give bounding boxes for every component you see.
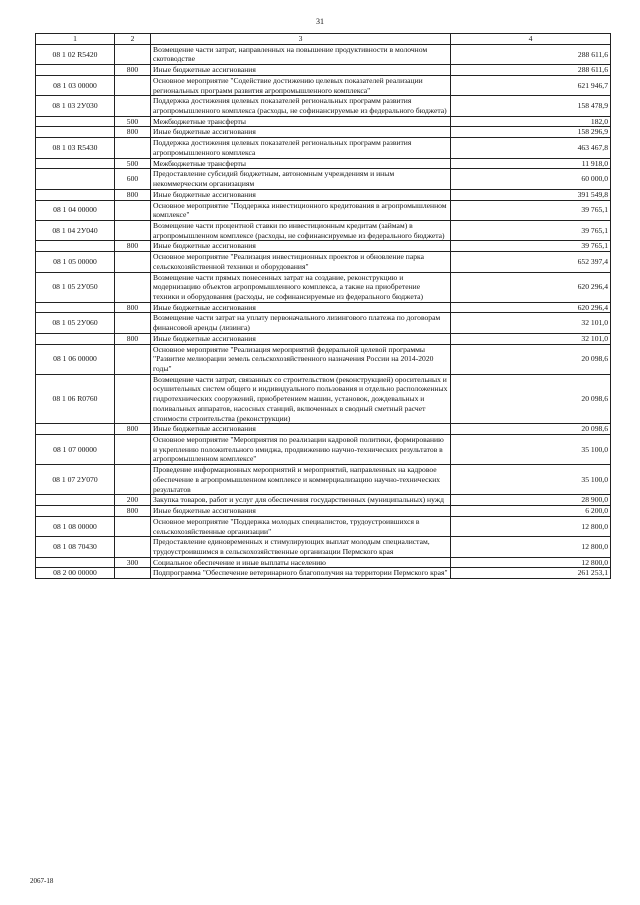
row-expense-type: 600 — [115, 169, 151, 189]
header-col-1: 1 — [36, 34, 115, 45]
row-expense-type: 800 — [115, 189, 151, 200]
row-code — [36, 116, 115, 127]
table-row — [36, 302, 611, 313]
table-row — [36, 506, 611, 517]
table-row — [36, 169, 611, 189]
row-sum: 32 101,0 — [451, 333, 611, 344]
row-expense-type: 800 — [115, 127, 151, 138]
table-row — [36, 116, 611, 127]
row-expense-type: 800 — [115, 506, 151, 517]
header-col-4: 4 — [451, 34, 611, 45]
table-row — [36, 272, 611, 302]
row-name: Проведение информационных мероприятий и мероприятий, направленных на кадровое обеспечение в агропромышленном комплексе и коммерциализацию научно-технических результатов — [151, 465, 451, 495]
row-sum: 182,0 — [451, 116, 611, 127]
table-row — [36, 96, 611, 116]
row-sum: 158 296,9 — [451, 127, 611, 138]
row-expense-type: 800 — [115, 424, 151, 435]
row-sum: 621 946,7 — [451, 75, 611, 95]
row-name: Основное мероприятие "Поддержка молодых специалистов, трудоустроившихся в сельскохозяйственные организации" — [151, 516, 451, 536]
row-code — [36, 302, 115, 313]
row-sum: 39 765,1 — [451, 220, 611, 240]
row-code — [36, 495, 115, 506]
table-row — [36, 200, 611, 220]
row-sum: 35 100,0 — [451, 465, 611, 495]
row-name: Межбюджетные трансферты — [151, 116, 451, 127]
row-name: Подпрограмма "Обеспечение ветеринарного благополучия на территории Пермского края" — [151, 568, 451, 579]
row-code — [36, 65, 115, 76]
budget-table — [35, 33, 611, 579]
row-name: Закупка товаров, работ и услуг для обеспечения государственных (муниципальных) нужд — [151, 495, 451, 506]
table-row — [36, 465, 611, 495]
row-name: Иные бюджетные ассигнования — [151, 65, 451, 76]
row-expense-type — [115, 465, 151, 495]
row-name: Возмещение части прямых понесенных затрат на создание, реконструкцию и модернизацию объектов агропромышленного комплекса, а также на приобретение техники и оборудования (расходы, не софинансируемые из федерального бюджета) — [151, 272, 451, 302]
header-col-3: 3 — [151, 34, 451, 45]
row-code — [36, 169, 115, 189]
row-expense-type — [115, 96, 151, 116]
row-sum: 261 253,1 — [451, 568, 611, 579]
row-expense-type: 300 — [115, 557, 151, 568]
row-name: Предоставление субсидий бюджетным, автономным учреждениям и иным некоммерческим организациям — [151, 169, 451, 189]
row-code — [36, 127, 115, 138]
row-code: 08 1 05 00000 — [36, 252, 115, 272]
table-row — [36, 138, 611, 158]
row-code: 08 2 00 00000 — [36, 568, 115, 579]
row-sum: 463 467,8 — [451, 138, 611, 158]
row-name: Возмещение части затрат, связанных со строительством (реконструкцией) оросительных и осушительных систем общего и индивидуального пользования и отдельно расположенных гидротехнических сооружений, приобретением машин, установок, дождевальных и поливальных аппаратов, насосных станций, включенных в сводный сметный расчет стоимости строительства (реконструкции) — [151, 374, 451, 424]
row-name: Иные бюджетные ассигнования — [151, 424, 451, 435]
table-row — [36, 252, 611, 272]
row-code — [36, 189, 115, 200]
table-row — [36, 75, 611, 95]
table-row — [36, 44, 611, 64]
row-code: 08 1 03 2У030 — [36, 96, 115, 116]
row-code: 08 1 02 R5420 — [36, 44, 115, 64]
row-name: Иные бюджетные ассигнования — [151, 127, 451, 138]
row-sum: 288 611,6 — [451, 65, 611, 76]
row-expense-type: 200 — [115, 495, 151, 506]
row-name: Иные бюджетные ассигнования — [151, 333, 451, 344]
table-row — [36, 374, 611, 424]
row-expense-type — [115, 200, 151, 220]
row-expense-type: 800 — [115, 302, 151, 313]
row-expense-type: 800 — [115, 333, 151, 344]
table-row — [36, 495, 611, 506]
table-row — [36, 158, 611, 169]
row-code: 08 1 08 70430 — [36, 537, 115, 557]
row-sum: 158 478,9 — [451, 96, 611, 116]
row-expense-type: 500 — [115, 158, 151, 169]
table-row — [36, 220, 611, 240]
row-code: 08 1 04 00000 — [36, 200, 115, 220]
row-name: Иные бюджетные ассигнования — [151, 506, 451, 517]
row-expense-type — [115, 44, 151, 64]
table-row — [36, 127, 611, 138]
table-row — [36, 568, 611, 579]
row-name: Поддержка достижения целевых показателей региональных программ развития агропромышленного комплекса (расходы, не софинансируемые из федерального бюджета) — [151, 96, 451, 116]
row-name: Основное мероприятие "Поддержка инвестиционного кредитования в агропромышленном комплексе" — [151, 200, 451, 220]
row-code — [36, 158, 115, 169]
row-name: Иные бюджетные ассигнования — [151, 302, 451, 313]
row-expense-type — [115, 252, 151, 272]
row-name: Основное мероприятие "Реализация мероприятий федеральной целевой программы "Развитие мелиорации земель сельскохозяйственного назначения России на 2014-2020 годы" — [151, 344, 451, 374]
row-expense-type — [115, 75, 151, 95]
table-row — [36, 189, 611, 200]
row-expense-type — [115, 516, 151, 536]
row-sum: 12 800,0 — [451, 516, 611, 536]
row-sum: 60 000,0 — [451, 169, 611, 189]
table-body — [36, 44, 611, 578]
row-code: 08 1 05 2У060 — [36, 313, 115, 333]
footer-code: 2067-18 — [30, 877, 54, 885]
row-name: Предоставление единовременных и стимулирующих выплат молодым специалистам, трудоустроившимся в сельскохозяйственные организации Пермского края — [151, 537, 451, 557]
row-name: Межбюджетные трансферты — [151, 158, 451, 169]
row-name: Возмещение части процентной ставки по инвестиционным кредитам (займам) в агропромышленном комплексе (расходы, не софинансируемые из федерального бюджета) — [151, 220, 451, 240]
row-code: 08 1 03 00000 — [36, 75, 115, 95]
row-code: 08 1 03 R5430 — [36, 138, 115, 158]
row-code: 08 1 08 00000 — [36, 516, 115, 536]
row-expense-type: 800 — [115, 241, 151, 252]
row-expense-type — [115, 313, 151, 333]
row-name: Возмещение части затрат на уплату первоначального лизингового платежа по договорам финансовой аренды (лизинга) — [151, 313, 451, 333]
row-expense-type — [115, 344, 151, 374]
row-sum: 620 296,4 — [451, 302, 611, 313]
row-sum: 391 549,8 — [451, 189, 611, 200]
row-sum: 11 918,0 — [451, 158, 611, 169]
table-row — [36, 344, 611, 374]
table-row — [36, 65, 611, 76]
row-code — [36, 333, 115, 344]
row-sum: 288 611,6 — [451, 44, 611, 64]
row-name: Основное мероприятие "Реализация инвестиционных проектов и обновление парка сельскохозяйственной техники и оборудования" — [151, 252, 451, 272]
header-row — [36, 34, 611, 45]
row-expense-type — [115, 568, 151, 579]
page-number: 31 — [316, 17, 324, 26]
row-sum: 20 098,6 — [451, 344, 611, 374]
row-code — [36, 506, 115, 517]
row-sum: 12 800,0 — [451, 557, 611, 568]
row-name: Возмещение части затрат, направленных на повышение продуктивности в молочном скотоводстве — [151, 44, 451, 64]
row-name: Иные бюджетные ассигнования — [151, 189, 451, 200]
row-sum: 20 098,6 — [451, 424, 611, 435]
row-code — [36, 424, 115, 435]
row-expense-type: 500 — [115, 116, 151, 127]
table-row — [36, 424, 611, 435]
table-row — [36, 241, 611, 252]
row-sum: 32 101,0 — [451, 313, 611, 333]
row-sum: 39 765,1 — [451, 241, 611, 252]
table-row — [36, 557, 611, 568]
row-expense-type — [115, 374, 151, 424]
table-row — [36, 333, 611, 344]
row-sum: 28 900,0 — [451, 495, 611, 506]
row-expense-type: 800 — [115, 65, 151, 76]
row-name: Основное мероприятие "Мероприятия по реализации кадровой политики, формированию и укреплению положительного имиджа, продвижению научно-технических результатов в агропромышленном комплексе" — [151, 435, 451, 465]
table-row — [36, 537, 611, 557]
row-name: Основное мероприятие "Содействие достижению целевых показателей реализации региональных программ развития агропромышленного комплекса" — [151, 75, 451, 95]
row-code: 08 1 07 00000 — [36, 435, 115, 465]
row-code: 08 1 06 R0760 — [36, 374, 115, 424]
row-name: Иные бюджетные ассигнования — [151, 241, 451, 252]
row-code: 08 1 07 2У070 — [36, 465, 115, 495]
row-expense-type — [115, 435, 151, 465]
row-expense-type — [115, 220, 151, 240]
row-sum: 20 098,6 — [451, 374, 611, 424]
row-name: Поддержка достижения целевых показателей региональных программ развития агропромышленного комплекса — [151, 138, 451, 158]
header-col-2: 2 — [115, 34, 151, 45]
row-expense-type — [115, 272, 151, 302]
row-sum: 620 296,4 — [451, 272, 611, 302]
row-sum: 12 800,0 — [451, 537, 611, 557]
table-row — [36, 435, 611, 465]
table-row — [36, 313, 611, 333]
table-row — [36, 516, 611, 536]
row-code: 08 1 05 2У050 — [36, 272, 115, 302]
row-expense-type — [115, 537, 151, 557]
row-name: Социальное обеспечение и иные выплаты населению — [151, 557, 451, 568]
row-code: 08 1 06 00000 — [36, 344, 115, 374]
row-expense-type — [115, 138, 151, 158]
row-code — [36, 241, 115, 252]
row-code — [36, 557, 115, 568]
row-sum: 39 765,1 — [451, 200, 611, 220]
row-sum: 35 100,0 — [451, 435, 611, 465]
row-sum: 6 200,0 — [451, 506, 611, 517]
row-code: 08 1 04 2У040 — [36, 220, 115, 240]
row-sum: 652 397,4 — [451, 252, 611, 272]
